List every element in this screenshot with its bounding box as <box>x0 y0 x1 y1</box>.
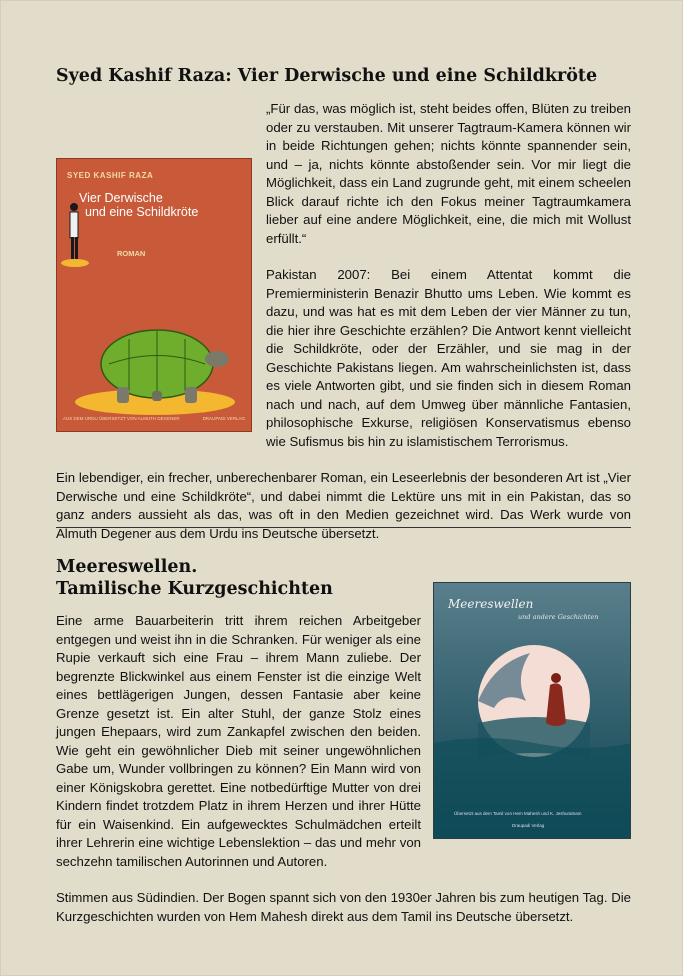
book1-paragraph-2: Pakistan 2007: Bei einem Attentat kommt die Premierministerin Benazir Bhutto ums Leben. Wie kommt es dazu, und was hat es mit dem Leben der vier Männer zu tun, die hier ihre Geschichte erzählen? Die Antwort kennt vielleicht die Schildkröte, oder der Erzähler, und sie mag in der Geschichte Pakistans liegen. Am wahrscheinlichsten ist, dass es viele Antworten gibt, und sie finden sich in diesem Roman nach und nach, auf dem Umweg über männliche Fantasien, philosophische Exkurse, religiösen Konservatismus ebenso wie Sufismus bis hin zu islamistischem Terrorismus. <box>266 267 631 449</box>
book1-quote: „Für das, was möglich ist, steht beides offen, Blüten zu treiben oder zu verstauben. Mit unserer Tagtraum-Kamera können wir in beide Richtungen gehen; nichts könnte spannender sein, und – ja, nichts könnte abstoßender sein. Vor mir liegt die Möglichkeit, dass ein Land zugrunde geht, mit einem scheelen Blick darauf richte ich den Fokus meiner Tagtraumkamera lieber auf eine andere Möglichkeit, eine, die mich mit Wollust erfüllt.“ <box>266 101 631 246</box>
book1-title: Syed Kashif Raza: Vier Derwische und eine Schildkröte <box>56 66 598 86</box>
cover2-title: Meereswellen <box>448 597 534 611</box>
book2-paragraph-2: Stimmen aus Südindien. Der Bogen spannt sich von den 1930er Jahren bis zum heutigen Tag. Die Kurzgeschichten wurden von Hem Mahesh direkt aus dem Tamil ins Deutsche übersetzt. <box>56 890 631 924</box>
book2-paragraph-1: Eine arme Bauarbeiterin tritt ihrem reichen Arbeitgeber entgegen und weist ihn in die Schranken. Für weniger als eine Rupie verkauft sich eine Frau – ihrem Mann zuliebe. Der begrenzte Blickwinkel aus einem Fenster ist die einzige Welt eines bettlägerigen Jungen, dessen Fantasie aber keine Grenze gesetzt ist. Ein alter Stuhl, der ganze Stolz eines jungen Ehepaars, wird zum Zankapfel zwischen den beiden. Wie geht ein gewöhnlicher Dieb mit seiner ungewöhnlichen Gabe um, Wunder vollbringen zu können? Ein Mann wird von einer Königskobra gerettet. Eine notbedürftige Mutter von drei Kindern findet trotzdem Platz in ihrem Herzen und ihrer Hütte für ein Waisenkind. Ein aufgewecktes Schulmädchen erteilt ihrer Lehrerin eine wichtige Lebenslektion – das und mehr von sechzehn tamilischen Autorinnen und Autoren. <box>56 613 421 869</box>
book2-cover-wrapper <box>433 582 631 839</box>
cover1-artwork <box>57 159 252 432</box>
book2-text <box>56 597 631 926</box>
man-figure-icon <box>70 203 78 259</box>
book1-cover <box>56 158 252 432</box>
cover2-credits: Übersetzt aus dem Tamil von Hem Mahesh und K. Jeshuratnam <box>454 811 582 816</box>
cover1-footer <box>63 416 245 421</box>
section-divider <box>56 527 631 528</box>
book1-text <box>56 100 631 543</box>
book2-title-line2: Tamilische Kurzgeschichten <box>56 579 333 599</box>
cover1-genre: ROMAN <box>117 249 146 258</box>
cover2-subtitle: und andere Geschichten <box>518 613 599 621</box>
tortoise-icon <box>101 330 229 403</box>
cover1-author: SYED KASHIF RAZA <box>67 171 154 180</box>
cover1-publisher: DRAUPADI VERLAG <box>202 416 245 421</box>
book1-cover-wrapper <box>56 158 252 432</box>
cover1-title-line1: Vier Derwische <box>79 191 163 205</box>
cover1-translator: AUS DEM URDU ÜBERSETZT VON ALMUTH DEGENER <box>63 416 180 421</box>
cover2-artwork <box>434 583 631 839</box>
cover1-title-line2: und eine Schildkröte <box>85 205 199 219</box>
book2-cover <box>433 582 631 839</box>
yellow-circle-small <box>61 259 89 267</box>
cover2-publisher: Draupadi Verlag <box>512 823 545 828</box>
book2-title-line1: Meereswellen. <box>56 557 198 577</box>
book1-paragraph-3: Ein lebendiger, ein frecher, unberechenbarer Roman, ein Leseerlebnis der besonderen Art ist „Vier Derwische und eine Schildkröte“, und dabei nimmt die Lektüre uns mit in ein Pakistan, das so ganz anders aussieht als das, was oft in den Medien gezeichnet wird. Das Werk wurde von Almuth Degener aus dem Urdu ins Deutsche übersetzt. <box>56 470 631 541</box>
